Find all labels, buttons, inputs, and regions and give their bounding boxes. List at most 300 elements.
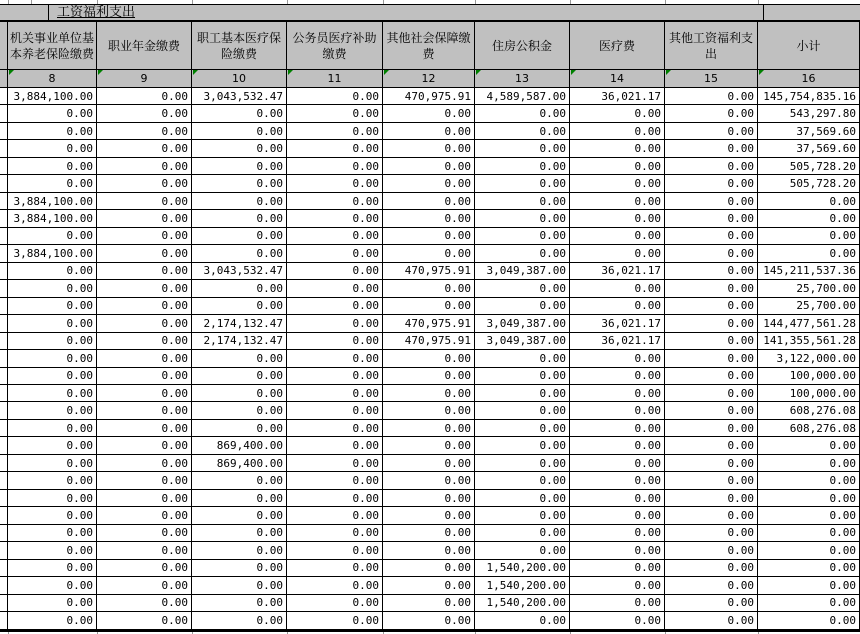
table-cell[interactable]: [192, 402, 287, 419]
table-cell[interactable]: [570, 402, 665, 419]
table-cell[interactable]: [570, 228, 665, 245]
table-cell[interactable]: [758, 612, 860, 629]
table-cell[interactable]: [758, 402, 860, 419]
table-cell[interactable]: [383, 595, 475, 612]
table-cell[interactable]: [383, 193, 475, 210]
table-cell[interactable]: [665, 210, 758, 227]
table-cell[interactable]: [475, 507, 570, 524]
table-cell[interactable]: [570, 577, 665, 594]
table-cell[interactable]: [97, 175, 192, 192]
table-cell[interactable]: [665, 490, 758, 507]
column-header[interactable]: [758, 22, 860, 70]
table-cell[interactable]: [8, 123, 97, 140]
table-cell[interactable]: [287, 368, 383, 385]
table-cell[interactable]: [97, 560, 192, 577]
table-cell[interactable]: [475, 437, 570, 454]
column-header[interactable]: [8, 22, 97, 70]
table-cell[interactable]: [665, 542, 758, 559]
column-header[interactable]: [570, 22, 665, 70]
table-cell[interactable]: [8, 210, 97, 227]
table-cell[interactable]: [192, 595, 287, 612]
table-cell[interactable]: [383, 280, 475, 297]
table-cell[interactable]: [383, 88, 475, 105]
table-cell[interactable]: [8, 228, 97, 245]
table-cell[interactable]: [758, 420, 860, 437]
table-cell[interactable]: [192, 437, 287, 454]
column-number-cell[interactable]: [192, 70, 287, 88]
table-cell[interactable]: [570, 490, 665, 507]
table-cell[interactable]: [97, 385, 192, 402]
table-cell[interactable]: [192, 88, 287, 105]
table-cell[interactable]: [8, 298, 97, 315]
table-cell[interactable]: [475, 542, 570, 559]
table-cell[interactable]: [192, 420, 287, 437]
table-cell[interactable]: [192, 280, 287, 297]
table-cell[interactable]: [287, 455, 383, 472]
table-cell[interactable]: [383, 298, 475, 315]
table-cell[interactable]: [192, 105, 287, 122]
column-header[interactable]: [475, 22, 570, 70]
table-cell[interactable]: [475, 333, 570, 350]
table-cell[interactable]: [192, 210, 287, 227]
table-cell[interactable]: [758, 437, 860, 454]
table-cell[interactable]: [287, 315, 383, 332]
table-cell[interactable]: [97, 280, 192, 297]
table-cell[interactable]: [665, 350, 758, 367]
table-cell[interactable]: [475, 140, 570, 157]
table-cell[interactable]: [758, 88, 860, 105]
table-cell[interactable]: [192, 385, 287, 402]
table-cell[interactable]: [475, 385, 570, 402]
table-cell[interactable]: [665, 333, 758, 350]
table-cell[interactable]: [665, 315, 758, 332]
table-cell[interactable]: [758, 542, 860, 559]
table-cell[interactable]: [97, 542, 192, 559]
table-cell[interactable]: [192, 542, 287, 559]
table-cell[interactable]: [8, 507, 97, 524]
table-cell[interactable]: [97, 612, 192, 629]
table-cell[interactable]: [192, 525, 287, 542]
table-cell[interactable]: [8, 385, 97, 402]
column-number-cell[interactable]: [97, 70, 192, 88]
table-cell[interactable]: [192, 368, 287, 385]
table-cell[interactable]: [475, 158, 570, 175]
table-cell[interactable]: [475, 88, 570, 105]
table-cell[interactable]: [287, 472, 383, 489]
table-cell[interactable]: [570, 437, 665, 454]
table-cell[interactable]: [758, 210, 860, 227]
table-cell[interactable]: [665, 105, 758, 122]
table-cell[interactable]: [192, 193, 287, 210]
table-cell[interactable]: [475, 595, 570, 612]
table-cell[interactable]: [383, 455, 475, 472]
table-cell[interactable]: [475, 577, 570, 594]
table-cell[interactable]: [287, 175, 383, 192]
table-cell[interactable]: [97, 577, 192, 594]
table-cell[interactable]: [97, 228, 192, 245]
table-cell[interactable]: [758, 368, 860, 385]
table-cell[interactable]: [383, 175, 475, 192]
table-cell[interactable]: [758, 490, 860, 507]
table-cell[interactable]: [758, 158, 860, 175]
table-cell[interactable]: [383, 210, 475, 227]
table-cell[interactable]: [475, 298, 570, 315]
table-cell[interactable]: [97, 105, 192, 122]
column-header[interactable]: [383, 22, 475, 70]
table-cell[interactable]: [383, 420, 475, 437]
table-cell[interactable]: [475, 315, 570, 332]
table-cell[interactable]: [97, 472, 192, 489]
table-cell[interactable]: [97, 245, 192, 262]
band-cell-right[interactable]: [764, 5, 860, 20]
table-cell[interactable]: [287, 350, 383, 367]
table-cell[interactable]: [97, 402, 192, 419]
table-cell[interactable]: [8, 472, 97, 489]
table-cell[interactable]: [475, 263, 570, 280]
table-cell[interactable]: [287, 280, 383, 297]
table-cell[interactable]: [8, 402, 97, 419]
table-cell[interactable]: [8, 193, 97, 210]
table-cell[interactable]: [570, 315, 665, 332]
table-cell[interactable]: [475, 402, 570, 419]
column-number-cell[interactable]: [665, 70, 758, 88]
column-number-cell[interactable]: [8, 70, 97, 88]
table-cell[interactable]: [758, 298, 860, 315]
table-cell[interactable]: [758, 507, 860, 524]
table-cell[interactable]: [287, 123, 383, 140]
table-cell[interactable]: [475, 612, 570, 629]
table-cell[interactable]: [192, 612, 287, 629]
table-cell[interactable]: [665, 472, 758, 489]
table-cell[interactable]: [8, 368, 97, 385]
table-cell[interactable]: [665, 577, 758, 594]
table-cell[interactable]: [287, 525, 383, 542]
table-cell[interactable]: [665, 193, 758, 210]
table-cell[interactable]: [97, 368, 192, 385]
table-cell[interactable]: [192, 245, 287, 262]
table-cell[interactable]: [192, 350, 287, 367]
table-cell[interactable]: [383, 385, 475, 402]
table-cell[interactable]: [8, 280, 97, 297]
table-cell[interactable]: [287, 158, 383, 175]
table-cell[interactable]: [475, 420, 570, 437]
table-cell[interactable]: [8, 595, 97, 612]
table-cell[interactable]: [758, 577, 860, 594]
table-cell[interactable]: [570, 368, 665, 385]
table-cell[interactable]: [475, 228, 570, 245]
table-cell[interactable]: [8, 455, 97, 472]
table-cell[interactable]: [97, 123, 192, 140]
table-cell[interactable]: [287, 595, 383, 612]
table-cell[interactable]: [8, 542, 97, 559]
table-cell[interactable]: [570, 507, 665, 524]
table-cell[interactable]: [758, 123, 860, 140]
column-number-cell[interactable]: [383, 70, 475, 88]
table-cell[interactable]: [192, 472, 287, 489]
table-cell[interactable]: [665, 88, 758, 105]
table-cell[interactable]: [665, 437, 758, 454]
table-cell[interactable]: [758, 333, 860, 350]
table-cell[interactable]: [475, 525, 570, 542]
column-number-cell[interactable]: [475, 70, 570, 88]
table-cell[interactable]: [570, 193, 665, 210]
table-cell[interactable]: [475, 175, 570, 192]
table-cell[interactable]: [475, 123, 570, 140]
table-cell[interactable]: [192, 315, 287, 332]
table-cell[interactable]: [475, 368, 570, 385]
table-cell[interactable]: [383, 315, 475, 332]
table-cell[interactable]: [8, 577, 97, 594]
table-cell[interactable]: [383, 158, 475, 175]
table-cell[interactable]: [570, 542, 665, 559]
table-cell[interactable]: [665, 385, 758, 402]
table-cell[interactable]: [570, 123, 665, 140]
table-cell[interactable]: [97, 595, 192, 612]
table-cell[interactable]: [97, 88, 192, 105]
table-cell[interactable]: [665, 175, 758, 192]
table-cell[interactable]: [475, 193, 570, 210]
table-cell[interactable]: [383, 350, 475, 367]
table-cell[interactable]: [475, 280, 570, 297]
table-cell[interactable]: [383, 490, 475, 507]
table-cell[interactable]: [8, 315, 97, 332]
table-cell[interactable]: [665, 368, 758, 385]
table-cell[interactable]: [758, 315, 860, 332]
table-cell[interactable]: [287, 437, 383, 454]
table-cell[interactable]: [287, 385, 383, 402]
table-cell[interactable]: [383, 437, 475, 454]
table-cell[interactable]: [570, 350, 665, 367]
table-cell[interactable]: [383, 368, 475, 385]
table-cell[interactable]: [287, 193, 383, 210]
column-header[interactable]: [192, 22, 287, 70]
table-cell[interactable]: [383, 123, 475, 140]
table-cell[interactable]: [8, 140, 97, 157]
table-cell[interactable]: [97, 455, 192, 472]
band-title-cell[interactable]: [49, 5, 764, 20]
table-cell[interactable]: [287, 560, 383, 577]
table-cell[interactable]: [665, 612, 758, 629]
table-cell[interactable]: [383, 472, 475, 489]
table-cell[interactable]: [758, 350, 860, 367]
table-cell[interactable]: [8, 437, 97, 454]
table-cell[interactable]: [383, 245, 475, 262]
table-cell[interactable]: [383, 560, 475, 577]
table-cell[interactable]: [8, 560, 97, 577]
table-cell[interactable]: [97, 333, 192, 350]
column-header[interactable]: [97, 22, 192, 70]
table-cell[interactable]: [665, 263, 758, 280]
table-cell[interactable]: [192, 158, 287, 175]
table-cell[interactable]: [287, 298, 383, 315]
table-cell[interactable]: [758, 245, 860, 262]
table-cell[interactable]: [287, 577, 383, 594]
table-cell[interactable]: [570, 158, 665, 175]
table-cell[interactable]: [475, 472, 570, 489]
table-cell[interactable]: [8, 350, 97, 367]
table-cell[interactable]: [665, 228, 758, 245]
table-cell[interactable]: [475, 245, 570, 262]
column-number-cell[interactable]: [758, 70, 860, 88]
table-cell[interactable]: [287, 402, 383, 419]
table-cell[interactable]: [97, 437, 192, 454]
table-cell[interactable]: [383, 105, 475, 122]
table-cell[interactable]: [8, 612, 97, 629]
table-cell[interactable]: [97, 525, 192, 542]
table-cell[interactable]: [570, 263, 665, 280]
table-cell[interactable]: [665, 525, 758, 542]
table-cell[interactable]: [287, 245, 383, 262]
table-cell[interactable]: [665, 560, 758, 577]
table-cell[interactable]: [383, 402, 475, 419]
table-cell[interactable]: [97, 420, 192, 437]
table-cell[interactable]: [97, 490, 192, 507]
table-cell[interactable]: [192, 577, 287, 594]
table-cell[interactable]: [383, 140, 475, 157]
table-cell[interactable]: [287, 490, 383, 507]
table-cell[interactable]: [758, 385, 860, 402]
table-cell[interactable]: [758, 455, 860, 472]
table-cell[interactable]: [287, 507, 383, 524]
table-cell[interactable]: [192, 263, 287, 280]
table-cell[interactable]: [475, 560, 570, 577]
table-cell[interactable]: [665, 280, 758, 297]
table-cell[interactable]: [758, 525, 860, 542]
table-cell[interactable]: [8, 158, 97, 175]
column-header[interactable]: [665, 22, 758, 70]
table-cell[interactable]: [758, 140, 860, 157]
table-cell[interactable]: [8, 105, 97, 122]
table-cell[interactable]: [665, 158, 758, 175]
table-cell[interactable]: [8, 245, 97, 262]
band-cell-left[interactable]: [0, 5, 49, 20]
table-cell[interactable]: [475, 350, 570, 367]
table-cell[interactable]: [570, 612, 665, 629]
table-cell[interactable]: [192, 333, 287, 350]
table-cell[interactable]: [97, 298, 192, 315]
table-cell[interactable]: [287, 228, 383, 245]
table-cell[interactable]: [570, 298, 665, 315]
table-cell[interactable]: [570, 595, 665, 612]
table-cell[interactable]: [758, 105, 860, 122]
table-cell[interactable]: [758, 175, 860, 192]
table-cell[interactable]: [97, 193, 192, 210]
column-number-cell[interactable]: [287, 70, 383, 88]
table-cell[interactable]: [665, 595, 758, 612]
table-cell[interactable]: [192, 560, 287, 577]
table-cell[interactable]: [8, 525, 97, 542]
column-number-cell[interactable]: [570, 70, 665, 88]
table-cell[interactable]: [475, 490, 570, 507]
column-header[interactable]: [287, 22, 383, 70]
table-cell[interactable]: [570, 175, 665, 192]
table-cell[interactable]: [475, 105, 570, 122]
table-cell[interactable]: [287, 105, 383, 122]
table-cell[interactable]: [383, 525, 475, 542]
table-cell[interactable]: [8, 175, 97, 192]
table-cell[interactable]: [192, 228, 287, 245]
table-cell[interactable]: [665, 402, 758, 419]
table-cell[interactable]: [570, 472, 665, 489]
table-cell[interactable]: [287, 88, 383, 105]
table-cell[interactable]: [97, 158, 192, 175]
table-cell[interactable]: [570, 420, 665, 437]
table-cell[interactable]: [665, 420, 758, 437]
table-cell[interactable]: [665, 140, 758, 157]
table-cell[interactable]: [287, 612, 383, 629]
table-cell[interactable]: [192, 455, 287, 472]
table-cell[interactable]: [383, 612, 475, 629]
table-cell[interactable]: [97, 507, 192, 524]
table-cell[interactable]: [192, 298, 287, 315]
table-cell[interactable]: [665, 455, 758, 472]
table-cell[interactable]: [383, 542, 475, 559]
table-cell[interactable]: [570, 105, 665, 122]
table-cell[interactable]: [287, 140, 383, 157]
table-cell[interactable]: [570, 140, 665, 157]
table-cell[interactable]: [383, 263, 475, 280]
table-cell[interactable]: [287, 263, 383, 280]
table-cell[interactable]: [665, 123, 758, 140]
table-cell[interactable]: [192, 507, 287, 524]
table-cell[interactable]: [758, 263, 860, 280]
table-cell[interactable]: [758, 193, 860, 210]
table-cell[interactable]: [287, 210, 383, 227]
table-cell[interactable]: [383, 507, 475, 524]
table-cell[interactable]: [665, 245, 758, 262]
table-cell[interactable]: [570, 455, 665, 472]
table-cell[interactable]: [97, 263, 192, 280]
table-cell[interactable]: [570, 88, 665, 105]
table-cell[interactable]: [475, 455, 570, 472]
table-cell[interactable]: [570, 385, 665, 402]
table-cell[interactable]: [758, 472, 860, 489]
table-cell[interactable]: [570, 280, 665, 297]
table-cell[interactable]: [383, 228, 475, 245]
table-cell[interactable]: [192, 123, 287, 140]
table-cell[interactable]: [383, 333, 475, 350]
table-cell[interactable]: [758, 280, 860, 297]
table-cell[interactable]: [97, 140, 192, 157]
table-cell[interactable]: [570, 333, 665, 350]
table-cell[interactable]: [192, 490, 287, 507]
table-cell[interactable]: [287, 542, 383, 559]
table-cell[interactable]: [287, 333, 383, 350]
table-cell[interactable]: [758, 560, 860, 577]
table-cell[interactable]: [475, 210, 570, 227]
table-cell[interactable]: [97, 210, 192, 227]
table-cell[interactable]: [383, 577, 475, 594]
table-cell[interactable]: [287, 420, 383, 437]
table-cell[interactable]: [97, 350, 192, 367]
table-cell[interactable]: [758, 595, 860, 612]
table-cell[interactable]: [8, 420, 97, 437]
table-cell[interactable]: [192, 140, 287, 157]
table-cell[interactable]: [8, 88, 97, 105]
table-cell[interactable]: [570, 210, 665, 227]
table-cell[interactable]: [97, 315, 192, 332]
table-cell[interactable]: [570, 245, 665, 262]
table-cell[interactable]: [570, 525, 665, 542]
table-cell[interactable]: [192, 175, 287, 192]
table-cell[interactable]: [758, 228, 860, 245]
table-cell[interactable]: [665, 298, 758, 315]
table-cell[interactable]: [665, 507, 758, 524]
table-cell[interactable]: [8, 490, 97, 507]
table-cell[interactable]: [570, 560, 665, 577]
table-cell[interactable]: [8, 333, 97, 350]
table-cell[interactable]: [8, 263, 97, 280]
